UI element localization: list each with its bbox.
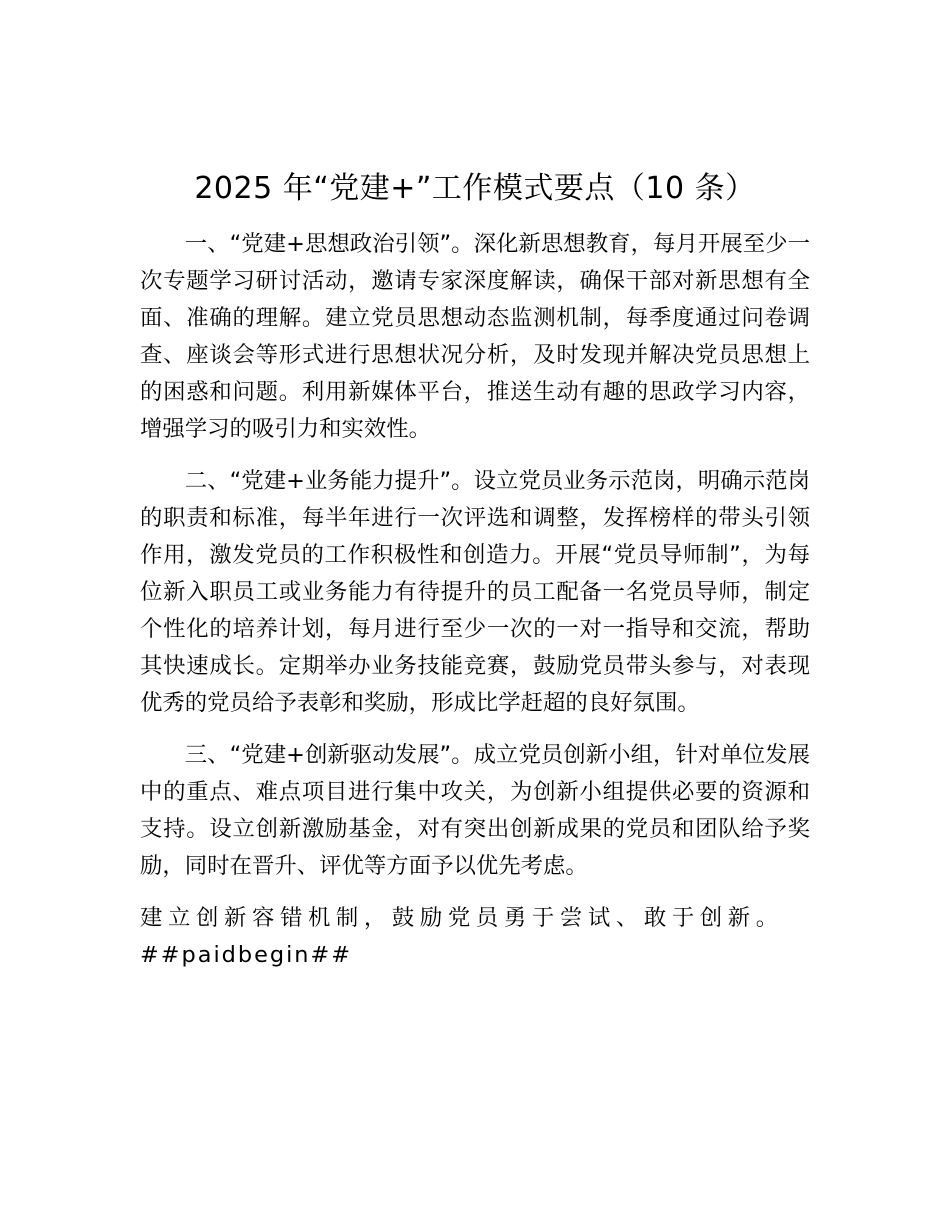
document-body: [140, 226, 810, 974]
paid-begin-marker: ##paidbegin##: [140, 942, 353, 968]
paragraph-3-last-line: 建立创新容错机制，鼓励党员勇于尝试、敢于创新。: [140, 905, 784, 931]
paragraph-2: 二、“党建+业务能力提升”。设立党员业务示范岗，明确示范岗的职责和标准，每半年进行一次评选和调整，发挥榜样的带头引领作用，激发党员的工作积极性和创造力。开展“党员导师制”，为每位新入职员工或业务能力有待提升的员工配备一名党员导师，制定个性化的培养计划，每月进行至少一次的一对一指导和交流，帮助其快速成长。定期举办业务技能竞赛，鼓励党员带头参与，对表现优秀的党员给予表彰和奖励，形成比学赶超的良好氛围。: [140, 468, 810, 716]
paragraph-3-tail: [140, 900, 810, 974]
page-title: 2025 年“党建+”工作模式要点（10 条）: [194, 171, 756, 206]
paragraph-1: 一、“党建+思想政治引领”。深化新思想教育，每月开展至少一次专题学习研讨活动，邀请专家深度解读，确保干部对新思想有全面、准确的理解。建立党员思想动态监测机制，每季度通过问卷调查、座谈会等形式进行思想状况分析，及时发现并解决党员思想上的困惑和问题。利用新媒体平台，推送生动有趣的思政学习内容，增强学习的吸引力和实效性。: [140, 231, 810, 442]
paragraph-3: 三、“党建+创新驱动发展”。成立党员创新小组，针对单位发展中的重点、难点项目进行集中攻关，为创新小组提供必要的资源和支持。设立创新激励基金，对有突出创新成果的党员和团队给予奖励，同时在晋升、评优等方面予以优先考虑。: [140, 742, 810, 879]
